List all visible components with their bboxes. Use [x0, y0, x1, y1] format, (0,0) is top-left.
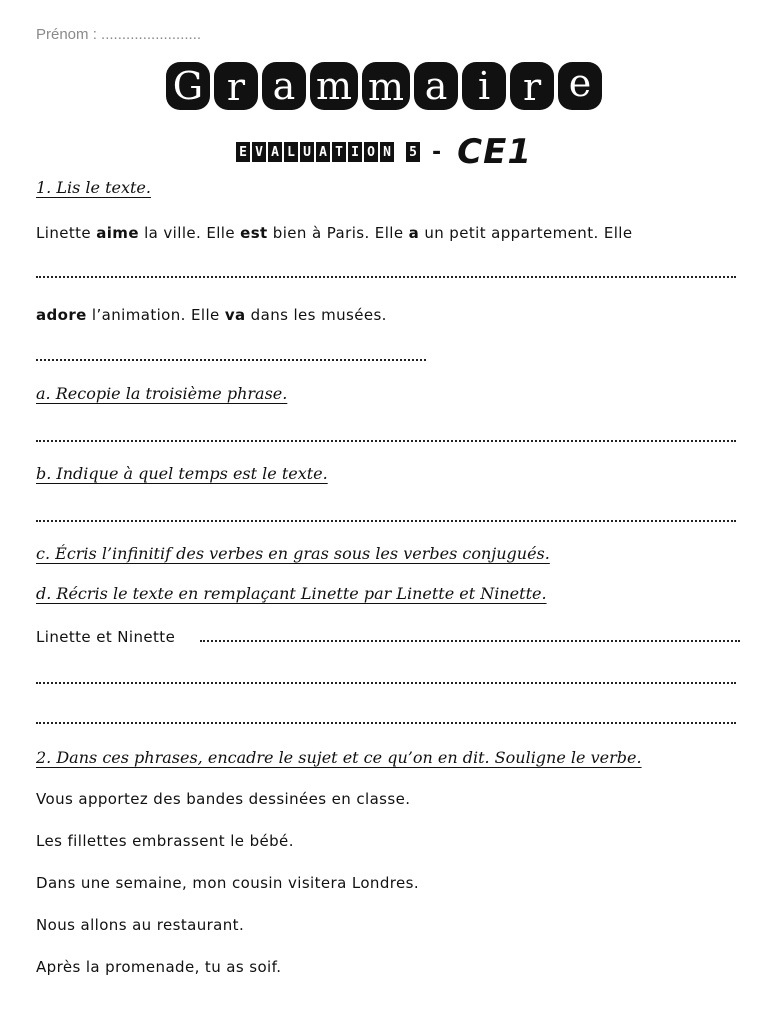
question-a: a. Recopie la troisième phrase. [36, 384, 288, 403]
sentence: Nous allons au restaurant. [36, 916, 245, 934]
answer-line[interactable] [36, 722, 736, 724]
title-letter: m [310, 62, 358, 110]
answer-line[interactable] [36, 359, 426, 361]
subtitle-letter: U [300, 142, 314, 162]
prenom-field-label: Prénom : ........................ [36, 26, 202, 43]
text-line-1: Linette aime la ville. Elle est bien à Paris. Elle a un petit appartement. Elle [36, 224, 633, 242]
page-title [0, 62, 768, 110]
rewrite-start: Linette et Ninette [36, 628, 176, 646]
answer-line[interactable] [36, 682, 736, 684]
subtitle-letter: O [364, 142, 378, 162]
sentence: Vous apportez des bandes dessinées en classe. [36, 790, 411, 808]
question-d: d. Récris le texte en remplaçant Linette par Linette et Ninette. [36, 584, 547, 603]
title-letter: a [262, 62, 306, 110]
subtitle-letter: E [236, 142, 250, 162]
subtitle-letter: L [284, 142, 298, 162]
title-letter: r [214, 62, 258, 110]
exercise1-instruction: 1. Lis le texte. [36, 178, 151, 197]
title-letter: a [414, 62, 458, 110]
exercise2-instruction: 2. Dans ces phrases, encadre le sujet et ce qu’on en dit. Souligne le verbe. [36, 748, 642, 767]
question-b: b. Indique à quel temps est le texte. [36, 464, 328, 483]
subtitle-letter: A [268, 142, 282, 162]
subtitle-letter: V [252, 142, 266, 162]
answer-line[interactable] [200, 640, 740, 642]
sentence: Dans une semaine, mon cousin visitera Londres. [36, 874, 419, 892]
question-c: c. Écris l’infinitif des verbes en gras sous les verbes conjugués. [36, 544, 550, 563]
subtitle-letter: I [348, 142, 362, 162]
title-letter: G [166, 62, 210, 110]
title-letter: m [362, 62, 410, 110]
subtitle-number: 5 [406, 142, 420, 162]
answer-line[interactable] [36, 440, 736, 442]
sentence: Après la promenade, tu as soif. [36, 958, 282, 976]
answer-line[interactable] [36, 276, 736, 278]
title-letter: i [462, 62, 506, 110]
subtitle-letter: T [332, 142, 346, 162]
text-line-2: adore l’animation. Elle va dans les musées. [36, 306, 387, 324]
evaluation-subtitle [0, 132, 768, 172]
answer-line[interactable] [36, 520, 736, 522]
subtitle-letter: A [316, 142, 330, 162]
subtitle-dash: - [432, 139, 442, 165]
title-letter: r [510, 62, 554, 110]
sentence: Les fillettes embrassent le bébé. [36, 832, 294, 850]
title-letter: e [558, 62, 602, 110]
subtitle-letter: N [380, 142, 394, 162]
class-level: CE1 [457, 132, 532, 172]
